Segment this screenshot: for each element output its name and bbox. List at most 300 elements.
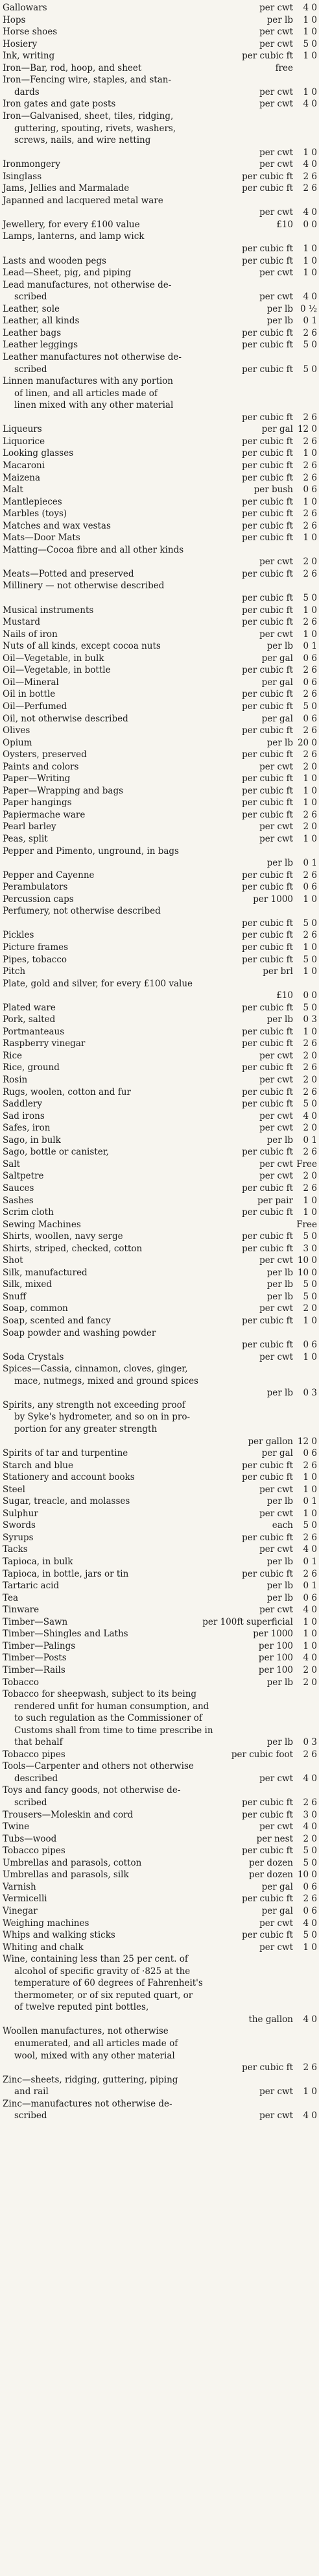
tariff-entry [0, 1207, 319, 1218]
tariff-item-name: Scrim cloth [3, 1207, 54, 1218]
tariff-item-name: Lasts and wooden pegs [3, 255, 106, 266]
tariff-item-name: Linnen manufactures with any portion [3, 376, 174, 387]
tariff-item-name: Lead—Sheet, pig, and piping [3, 268, 132, 279]
tariff-item-name: Picture frames [3, 942, 69, 953]
tariff-item-name: Oil, not otherwise described [3, 713, 128, 724]
tariff-entry [0, 580, 319, 592]
tariff-unit: per cwt [259, 3, 293, 13]
tariff-entry [0, 1086, 319, 1098]
tariff-item-name: Oil—Perfumed [3, 701, 67, 712]
tariff-entry [0, 26, 319, 38]
tariff-entry [0, 809, 319, 821]
tariff-duty: 4 0 [303, 1544, 317, 1555]
tariff-entry [0, 1869, 319, 1881]
tariff-unit: per cwt [259, 147, 293, 158]
tariff-unit: per cubic ft [242, 340, 293, 351]
tariff-item-name: Opium [3, 737, 32, 748]
tariff-item-name: Sago, bottle or canister, [3, 1147, 109, 1158]
tariff-duty: 0 1 [303, 641, 317, 652]
tariff-entry [0, 38, 319, 50]
tariff-entry [0, 677, 319, 688]
tariff-duty: Free [296, 1219, 317, 1230]
tariff-duty: 5 0 [303, 918, 317, 929]
tariff-unit: per cubic ft [242, 255, 293, 266]
tariff-duty: 5 0 [303, 1099, 317, 1109]
tariff-entry [0, 1532, 319, 1544]
tariff-item-name: Nails of iron [3, 629, 58, 640]
tariff-item-name: scribed [14, 2110, 47, 2121]
tariff-entry [0, 1110, 319, 1122]
tariff-unit: per lb [266, 1592, 293, 1603]
tariff-unit: per cubic ft [242, 327, 293, 338]
tariff-item-name: Ironmongery [3, 159, 60, 170]
tariff-item-name: described [14, 1773, 58, 1784]
tariff-unit: per cwt [259, 1918, 293, 1929]
tariff-entry [0, 1942, 319, 1953]
tariff-duty: 1 0 [303, 1026, 317, 1037]
tariff-unit: per bush [254, 484, 293, 495]
tariff-unit: per cubic ft [242, 749, 293, 760]
tariff-entry [0, 1146, 319, 1158]
tariff-entry [0, 1953, 319, 1965]
tariff-unit: the gallon [248, 2014, 293, 2025]
tariff-unit: per cubic ft [242, 1026, 293, 1037]
tariff-item-name: Matches and wax vestas [3, 520, 111, 531]
tariff-duty: 0 1 [303, 858, 317, 868]
tariff-entry [0, 1990, 319, 2001]
tariff-unit: per cubic ft [242, 244, 293, 254]
tariff-item-name: Iron—Fencing wire, staples, and stan- [3, 75, 172, 86]
tariff-item-name: dards [14, 86, 40, 97]
tariff-entry [0, 1002, 319, 1014]
tariff-unit: per cubic ft [242, 183, 293, 194]
tariff-item-name: of twelve reputed pint bottles, [14, 2002, 149, 2013]
tariff-item-name: Meats—Potted and preserved [3, 568, 134, 579]
tariff-unit: per lb [266, 303, 293, 314]
tariff-entry [0, 1628, 319, 1640]
tariff-entry [0, 1821, 319, 1832]
tariff-duty: 0 6 [303, 1592, 317, 1603]
tariff-duty: 1 0 [303, 942, 317, 953]
tariff-duty: 0 1 [303, 1581, 317, 1592]
tariff-entry [0, 460, 319, 471]
tariff-entry [0, 436, 319, 447]
tariff-unit: per cubic ft [242, 2062, 293, 2073]
tariff-entry [0, 1279, 319, 1290]
tariff-duty: 2 0 [303, 761, 317, 772]
tariff-duty: 5 0 [303, 38, 317, 49]
tariff-entry [0, 1436, 319, 1447]
tariff-unit: per 100ft superficial [202, 1616, 293, 1627]
tariff-duty: 2 6 [303, 1797, 317, 1808]
tariff-item-name: Tools—Carpenter and others not otherwise [3, 1761, 194, 1772]
tariff-entry [0, 1471, 319, 1483]
tariff-item-name: Hosiery [3, 38, 38, 49]
tariff-duty: 1 0 [303, 1472, 317, 1483]
tariff-duty: 2 6 [303, 412, 317, 423]
tariff-entry [0, 147, 319, 158]
tariff-item-name: Sashes [3, 1195, 34, 1206]
tariff-entry [0, 616, 319, 628]
tariff-item-name: Rice, ground [3, 1062, 60, 1073]
tariff-entry [0, 1327, 319, 1339]
tariff-duty: 4 0 [303, 3, 317, 13]
tariff-unit: per cubic ft [242, 1316, 293, 1326]
tariff-unit: per cwt [259, 2086, 293, 2097]
tariff-duty: 2 6 [303, 1568, 317, 1579]
tariff-entry [0, 279, 319, 291]
tariff-item-name: Timber—Sawn [3, 1616, 68, 1627]
tariff-entry [0, 1411, 319, 1423]
tariff-unit: per brl [263, 966, 293, 977]
tariff-unit: per cubic ft [242, 1460, 293, 1471]
tariff-item-name: Jewellery, for every £100 value [3, 219, 140, 230]
tariff-entry [0, 158, 319, 170]
tariff-item-name: Saltpetre [3, 1171, 44, 1182]
tariff-duty: 1 0 [303, 1616, 317, 1627]
tariff-unit: per cwt [259, 2110, 293, 2121]
tariff-duty: 0 6 [303, 484, 317, 495]
tariff-unit: per cubic ft [242, 364, 293, 375]
tariff-item-name: to such regulation as the Commissioner of [14, 1713, 202, 1724]
tariff-entry [0, 231, 319, 242]
tariff-entry [0, 737, 319, 749]
tariff-item-name: Pepper and Pimento, unground, in bags [3, 845, 179, 857]
tariff-entry [0, 1519, 319, 1531]
tariff-duty: 1 0 [303, 27, 317, 38]
tariff-entry [0, 785, 319, 797]
tariff-entry [0, 1267, 319, 1279]
tariff-unit: per 100 [258, 1664, 293, 1675]
tariff-item-name: Peas, split [3, 834, 48, 844]
tariff-item-name: Oil—Vegetable, in bulk [3, 653, 104, 664]
tariff-entry [0, 966, 319, 977]
tariff-entry [0, 1725, 319, 1736]
tariff-duty: 2 6 [303, 1086, 317, 1097]
tariff-entry [0, 1809, 319, 1821]
tariff-entry [0, 1881, 319, 1893]
tariff-entry [0, 1580, 319, 1592]
tariff-item-name: linen mixed with any other material [14, 400, 174, 411]
tariff-item-name: screws, nails, and wire netting [14, 135, 151, 146]
tariff-unit: per lb [266, 1267, 293, 1278]
tariff-entry [0, 86, 319, 98]
tariff-duty: 2 0 [303, 1677, 317, 1688]
tariff-entry [0, 688, 319, 700]
tariff-duty: 0 6 [303, 1905, 317, 1916]
tariff-unit: per cwt [259, 1050, 293, 1061]
tariff-duty: 1 0 [303, 797, 317, 808]
tariff-entry [0, 375, 319, 387]
tariff-item-name: Pepper and Cayenne [3, 869, 95, 881]
tariff-duty: 10 0 [297, 1255, 317, 1266]
tariff-entry [0, 1556, 319, 1568]
tariff-duty: 0 ½ [300, 303, 317, 314]
tariff-item-name: Olives [3, 725, 30, 736]
tariff-duty: 2 6 [303, 930, 317, 941]
tariff-item-name: scribed [14, 292, 47, 303]
tariff-item-name: Steel [3, 1484, 25, 1495]
tariff-item-name: Mats—Door Mats [3, 532, 80, 544]
tariff-unit: per cubic ft [242, 1002, 293, 1013]
tariff-duty: 0 0 [303, 219, 317, 230]
tariff-unit: per lb [266, 1496, 293, 1507]
tariff-entry [0, 605, 319, 616]
tariff-item-name: Tobacco pipes [3, 1749, 65, 1760]
tariff-item-name: Oil—Vegetable, in bottle [3, 665, 111, 676]
tariff-entry [0, 74, 319, 86]
tariff-item-name: Sugar, treacle, and molasses [3, 1496, 130, 1507]
tariff-item-name: Spices—Cassia, cinnamon, cloves, ginger, [3, 1364, 188, 1375]
tariff-unit: £10 [276, 990, 293, 1001]
tariff-item-name: Japanned and lacquered metal ware [3, 195, 163, 206]
tariff-unit: per cubic ft [242, 568, 293, 579]
tariff-item-name: Timber—Rails [3, 1664, 65, 1675]
tariff-item-name: Pork, salted [3, 1014, 56, 1025]
tariff-unit: per cubic ft [242, 797, 293, 808]
tariff-entry [0, 1508, 319, 1519]
tariff-item-name: Silk, manufactured [3, 1267, 88, 1278]
tariff-item-name: Nuts of all kinds, except cocoa nuts [3, 641, 161, 652]
tariff-unit: per cwt [259, 1544, 293, 1555]
tariff-duty: 2 6 [303, 617, 317, 628]
tariff-item-name: Rosin [3, 1075, 28, 1085]
tariff-item-name: mace, nutmegs, mixed and ground spices [14, 1375, 198, 1386]
tariff-entry [0, 1688, 319, 1700]
tariff-entry [0, 1484, 319, 1495]
tariff-unit: per cubic ft [242, 942, 293, 953]
tariff-unit: per cubic ft [242, 448, 293, 459]
tariff-entry [0, 1893, 319, 1905]
tariff-unit: per lb [266, 1279, 293, 1290]
tariff-item-name: Swords [3, 1520, 36, 1531]
tariff-entry [0, 713, 319, 725]
tariff-entry [0, 351, 319, 363]
tariff-entry [0, 123, 319, 134]
tariff-duty: 2 0 [303, 556, 317, 568]
tariff-item-name: Gallowars [3, 3, 47, 13]
tariff-entry [0, 206, 319, 218]
tariff-item-name: Customs shall from time to time prescribe in [14, 1725, 213, 1736]
tariff-unit: per 100 [258, 1640, 293, 1651]
tariff-entry [0, 1592, 319, 1604]
tariff-duty: 1 0 [303, 1484, 317, 1495]
tariff-duty: 2 6 [303, 809, 317, 820]
tariff-duty: 2 6 [303, 520, 317, 531]
tariff-duty: 1 0 [303, 147, 317, 158]
tariff-duty: 2 6 [303, 1894, 317, 1905]
tariff-item-name: Wine, containing less than 25 per cent. of [3, 1954, 188, 1965]
tariff-unit: per dozen [249, 1869, 293, 1881]
tariff-entry [0, 942, 319, 953]
tariff-entry [0, 857, 319, 869]
tariff-unit: per cubic ft [242, 1086, 293, 1097]
tariff-unit: per cubic ft [242, 496, 293, 507]
tariff-entry [0, 303, 319, 315]
tariff-unit: each [272, 1520, 293, 1531]
tariff-entry [0, 50, 319, 62]
tariff-unit: per cwt [259, 292, 293, 303]
tariff-item-name: Liqueurs [3, 424, 42, 435]
tariff-entry [0, 1760, 319, 1772]
tariff-entry [0, 1038, 319, 1049]
tariff-unit: per cubic ft [242, 809, 293, 820]
tariff-entry [0, 2074, 319, 2086]
tariff-unit: per gal [261, 424, 293, 435]
tariff-entry [0, 1014, 319, 1025]
tariff-entry [0, 2110, 319, 2121]
tariff-duty: 2 6 [303, 2062, 317, 2073]
tariff-entry [0, 62, 319, 74]
tariff-unit: per cwt [259, 99, 293, 110]
tariff-item-name: Paper hangings [3, 797, 72, 808]
tariff-duty: 0 0 [303, 990, 317, 1001]
tariff-entry [0, 134, 319, 146]
tariff-entry [0, 2038, 319, 2049]
tariff-entry [0, 1363, 319, 1375]
tariff-entry [0, 1231, 319, 1242]
tariff-duty: 5 0 [303, 1930, 317, 1940]
tariff-duty: 5 0 [303, 364, 317, 375]
tariff-duty: 3 0 [303, 1243, 317, 1254]
tariff-item-name: Soap, common [3, 1303, 68, 1314]
tariff-item-name: Millinery — not otherwise described [3, 581, 165, 592]
tariff-entry [0, 1966, 319, 1977]
tariff-entry [0, 1170, 319, 1182]
tariff-entry [0, 388, 319, 399]
tariff-entry [0, 1677, 319, 1688]
tariff-item-name: alcohol of specific gravity of ·825 at the [14, 1966, 191, 1977]
tariff-duty: Free [296, 1158, 317, 1169]
tariff-item-name: Syrups [3, 1532, 34, 1543]
tariff-duty: 0 3 [303, 1737, 317, 1748]
tariff-duty: 0 3 [303, 1388, 317, 1399]
tariff-entry [0, 833, 319, 845]
tariff-duty: 2 6 [303, 327, 317, 338]
tariff-duty: 1 0 [303, 834, 317, 844]
tariff-duty: 2 0 [303, 1171, 317, 1182]
tariff-entry [0, 315, 319, 327]
tariff-entry [0, 1495, 319, 1507]
tariff-item-name: Portmanteaus [3, 1026, 65, 1037]
tariff-item-name: Leather, all kinds [3, 316, 80, 327]
tariff-item-name: Plated ware [3, 1002, 56, 1013]
tariff-unit: per cubic ft [242, 412, 293, 423]
tariff-duty: 1 0 [303, 268, 317, 279]
tariff-entry [0, 905, 319, 917]
tariff-duty: 1 0 [303, 244, 317, 254]
tariff-duty: 4 0 [303, 2110, 317, 2121]
tariff-item-name: Tapioca, in bottle, jars or tin [3, 1568, 129, 1579]
tariff-entry [0, 821, 319, 832]
tariff-entry [0, 1098, 319, 1110]
tariff-unit: per cubic ft [242, 1207, 293, 1218]
tariff-entry [0, 1604, 319, 1616]
tariff-item-name: Sago, in bulk [3, 1134, 61, 1145]
tariff-entry [0, 1905, 319, 1917]
tariff-entry [0, 845, 319, 857]
tariff-item-name: Tacks [3, 1544, 28, 1555]
tariff-unit: per cwt [259, 1255, 293, 1266]
tariff-entry [0, 1243, 319, 1255]
tariff-item-name: Tobacco [3, 1677, 40, 1688]
tariff-item-name: Whips and walking sticks [3, 1930, 115, 1940]
tariff-item-name: Timber—Palings [3, 1640, 76, 1651]
tariff-item-name: Iron—Bar, rod, hoop, and sheet [3, 62, 142, 73]
tariff-duty: 20 0 [297, 737, 317, 748]
tariff-duty: 4 0 [303, 207, 317, 218]
tariff-duty: 0 3 [303, 1014, 317, 1025]
tariff-unit: per cubic ft [242, 1243, 293, 1254]
tariff-unit: per gal [261, 1905, 293, 1916]
tariff-duty: 1 0 [303, 1640, 317, 1651]
tariff-duty: 1 0 [303, 2086, 317, 2097]
tariff-entry [0, 978, 319, 990]
tariff-entry [0, 1315, 319, 1327]
tariff-item-name: Maizena [3, 472, 41, 483]
tariff-duty: 10 0 [297, 1869, 317, 1881]
tariff-duty: 5 0 [303, 1845, 317, 1857]
tariff-duty: 1 0 [303, 773, 317, 784]
tariff-item-name: Oil—Mineral [3, 677, 59, 688]
tariff-entry [0, 171, 319, 182]
tariff-unit: per cubic foot [231, 1749, 293, 1760]
tariff-unit: per cwt [259, 1605, 293, 1616]
tariff-item-name: Pickles [3, 930, 34, 941]
tariff-duty: 1 0 [303, 1195, 317, 1206]
tariff-duty: 5 0 [303, 1279, 317, 1290]
tariff-entry [0, 243, 319, 255]
tariff-entry [0, 1074, 319, 1086]
tariff-entry [0, 1797, 319, 1808]
tariff-unit: per lb [266, 858, 293, 868]
tariff-duty: 1 0 [303, 605, 317, 616]
tariff-entry [0, 1929, 319, 1941]
tariff-duty: 5 0 [303, 1857, 317, 1868]
tariff-entry [0, 1255, 319, 1266]
tariff-entry [0, 725, 319, 736]
tariff-duty: 2 6 [303, 725, 317, 736]
tariff-entry [0, 291, 319, 303]
tariff-entry [0, 327, 319, 339]
tariff-entry [0, 2, 319, 14]
tariff-unit: per lb [266, 1677, 293, 1688]
tariff-entry [0, 894, 319, 905]
tariff-unit: per cubic ft [242, 617, 293, 628]
tariff-unit: per cwt [259, 556, 293, 568]
tariff-item-name: Tubs—wood [3, 1833, 57, 1844]
tariff-duty: 2 0 [303, 1664, 317, 1675]
tariff-entry [0, 1544, 319, 1555]
tariff-item-name: Zinc—manufactures not otherwise de- [3, 2098, 172, 2109]
tariff-duty: 2 0 [303, 1303, 317, 1314]
tariff-item-name: that behalf [14, 1737, 63, 1748]
tariff-duty: 0 6 [303, 1881, 317, 1892]
tariff-unit: per cwt [259, 1303, 293, 1314]
tariff-unit: per lb [266, 1388, 293, 1399]
tariff-unit: per lb [266, 316, 293, 327]
tariff-item-name: Iron—Galvanised, sheet, tiles, ridging, [3, 111, 174, 121]
tariff-entry [0, 1701, 319, 1712]
tariff-entry [0, 98, 319, 110]
tariff-item-name: Pipes, tobacco [3, 954, 67, 965]
tariff-entry [0, 1050, 319, 1062]
tariff-duty: 3 0 [303, 1809, 317, 1820]
tariff-unit: per cubic ft [242, 593, 293, 603]
tariff-unit: per lb [266, 14, 293, 25]
tariff-unit: per gal [261, 1448, 293, 1458]
tariff-unit: per cubic ft [242, 1532, 293, 1543]
